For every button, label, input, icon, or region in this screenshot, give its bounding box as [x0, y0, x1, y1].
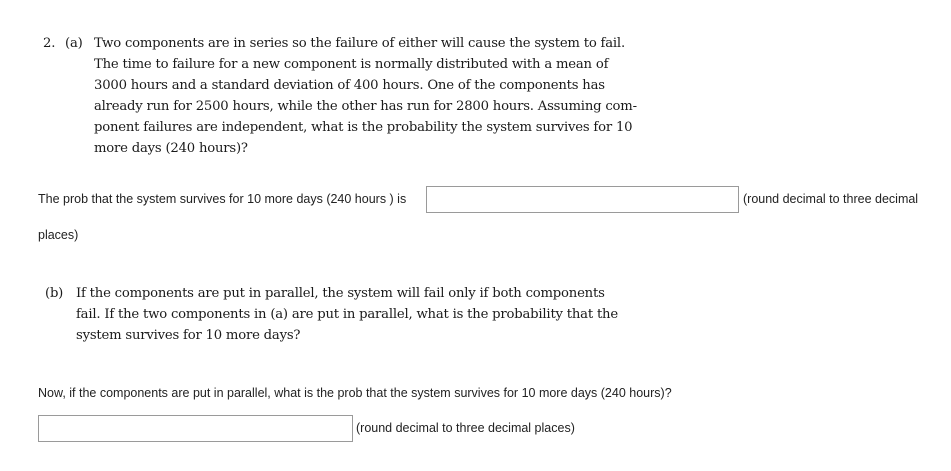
- problem-number: 2.: [43, 36, 56, 51]
- problem-b-line: system survives for 10 more days?: [76, 328, 301, 343]
- problem-a-line: The time to failure for a new component is normally distributed with a mean of: [94, 57, 609, 72]
- answer-a-input[interactable]: [426, 186, 739, 213]
- problem-a-body: [94, 33, 637, 159]
- problem-a-line: 3000 hours and a standard deviation of 400 hours. One of the components has: [94, 78, 605, 93]
- problem-a-line: Two components are in series so the failure of either will cause the system to fail.: [94, 36, 625, 51]
- problem-part-label: (a): [65, 36, 83, 51]
- answer-b-input[interactable]: [38, 415, 353, 442]
- problem-part-label: (b): [45, 286, 64, 301]
- question-a-rounding-hint: (round decimal to three decimal: [743, 192, 919, 206]
- problem-a-line: already run for 2500 hours, while the other has run for 2800 hours. Assuming com-: [94, 99, 637, 114]
- problem-b-line: If the components are put in parallel, the system will fail only if both components: [76, 286, 605, 301]
- problem-a-line: more days (240 hours)?: [94, 141, 248, 156]
- problem-b-line: fail. If the two components in (a) are put in parallel, what is the probability that the: [76, 307, 618, 322]
- question-b-rounding-hint: (round decimal to three decimal places): [356, 421, 575, 435]
- question-b-prompt: Now, if the components are put in parallel, what is the prob that the system survives for 10 more days (240 hours)?: [38, 386, 672, 400]
- question-a-rounding-hint-continued: places): [38, 228, 79, 242]
- question-a-prompt: The prob that the system survives for 10 more days (240 hours ) is: [38, 192, 407, 206]
- problem-b-body: [76, 283, 626, 346]
- problem-a-line: ponent failures are independent, what is the probability the system survives for 10: [94, 120, 633, 135]
